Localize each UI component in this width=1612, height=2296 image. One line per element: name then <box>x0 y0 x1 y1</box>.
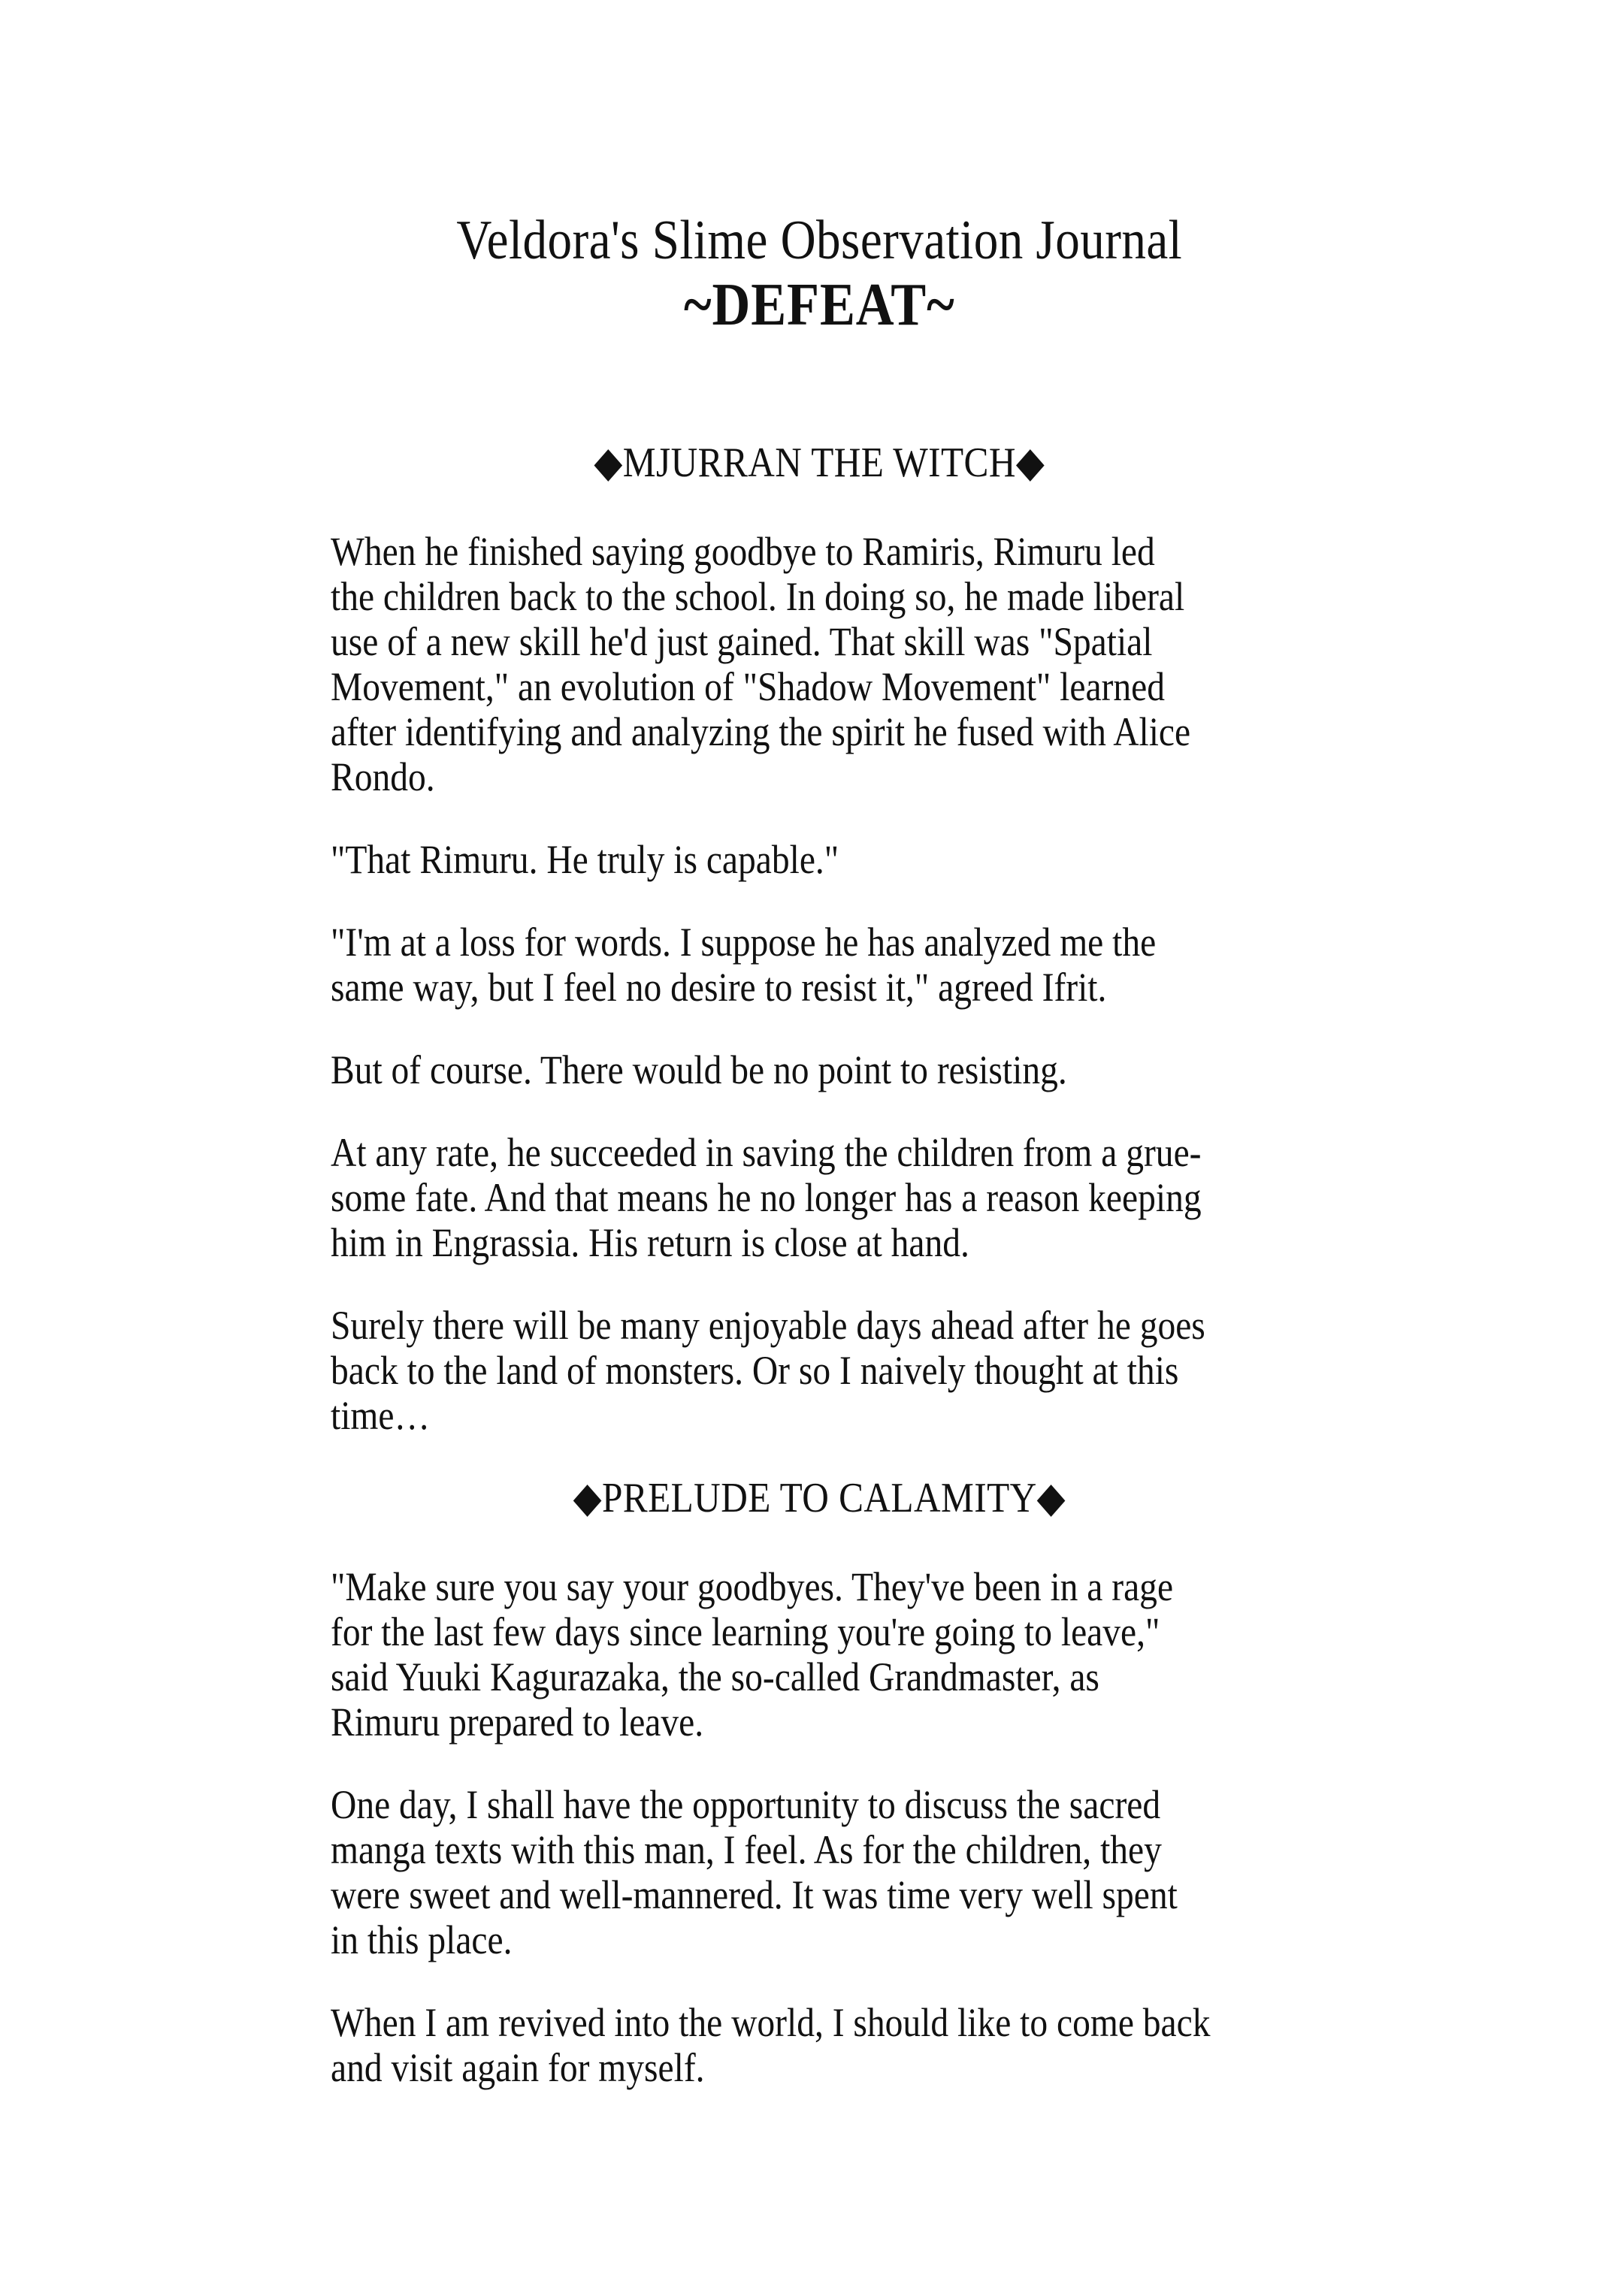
text-line: manga texts with this man, I feel. As for the children, they <box>331 1827 1162 1872</box>
paragraph <box>331 1047 1308 1092</box>
text-line: When he finished saying goodbye to Ramiris, Rimuru led <box>331 529 1155 574</box>
text-line: One day, I shall have the opportunity to discuss the sacred <box>331 1782 1161 1827</box>
text-line: Rimuru prepared to leave. <box>331 1699 704 1745</box>
page-title: Veldora's Slime Observation Journal <box>456 210 1183 271</box>
page-subtitle: ~DEFEAT~ <box>684 272 955 338</box>
page-content <box>331 209 1308 2128</box>
text-line: the children back to the school. In doing so, he made liberal <box>331 574 1185 619</box>
text-line: after identifying and analyzing the spirit he fused with Alice <box>331 709 1191 754</box>
text-line: were sweet and well-mannered. It was time very well spent <box>331 1872 1178 1917</box>
text-line: same way, but I feel no desire to resist it," agreed Ifrit. <box>331 965 1107 1010</box>
text-line: Movement," an evolution of "Shadow Movement" learned <box>331 664 1165 709</box>
paragraph <box>331 1782 1308 1962</box>
text-line: back to the land of monsters. Or so I naively thought at this <box>331 1348 1179 1393</box>
text-line: for the last few days since learning you're going to leave," <box>331 1609 1160 1654</box>
text-line: time… <box>331 1393 430 1438</box>
text-line: Surely there will be many enjoyable days ahead after he goes <box>331 1303 1205 1348</box>
text-line: said Yuuki Kagurazaka, the so-called Grandmaster, as <box>331 1654 1099 1699</box>
text-line: Rondo. <box>331 754 435 799</box>
text-line: "I'm at a loss for words. I suppose he has analyzed me the <box>331 920 1157 965</box>
text-line: "That Rimuru. He truly is capable." <box>331 837 839 882</box>
text-line: But of course. There would be no point to resisting. <box>331 1047 1067 1092</box>
text-line: When I am revived into the world, I should like to come back <box>331 2000 1211 2045</box>
text-line: use of a new skill he'd just gained. That skill was "Spatial <box>331 619 1153 664</box>
paragraph <box>331 529 1308 799</box>
paragraph <box>331 1130 1308 1265</box>
paragraph <box>331 1303 1308 1438</box>
text-line: some fate. And that means he no longer has a reason keeping <box>331 1175 1202 1220</box>
paragraph <box>331 1564 1308 1745</box>
text-line: and visit again for myself. <box>331 2045 705 2090</box>
paragraph <box>331 2000 1308 2090</box>
paragraph <box>331 837 1308 882</box>
section-prelude-to-calamity <box>331 1476 1308 2090</box>
section-heading: ◆PRELUDE TO CALAMITY◆ <box>573 1475 1066 1521</box>
text-line: him in Engrassia. His return is close at hand. <box>331 1220 969 1265</box>
section-heading: ◆MJURRAN THE WITCH◆ <box>594 440 1045 486</box>
text-line: At any rate, he succeeded in saving the children from a grue- <box>331 1130 1202 1175</box>
paragraph <box>331 920 1308 1010</box>
section-mjurran-the-witch <box>331 440 1308 1438</box>
text-line: in this place. <box>331 1917 513 1962</box>
text-line: "Make sure you say your goodbyes. They've been in a rage <box>331 1564 1174 1609</box>
